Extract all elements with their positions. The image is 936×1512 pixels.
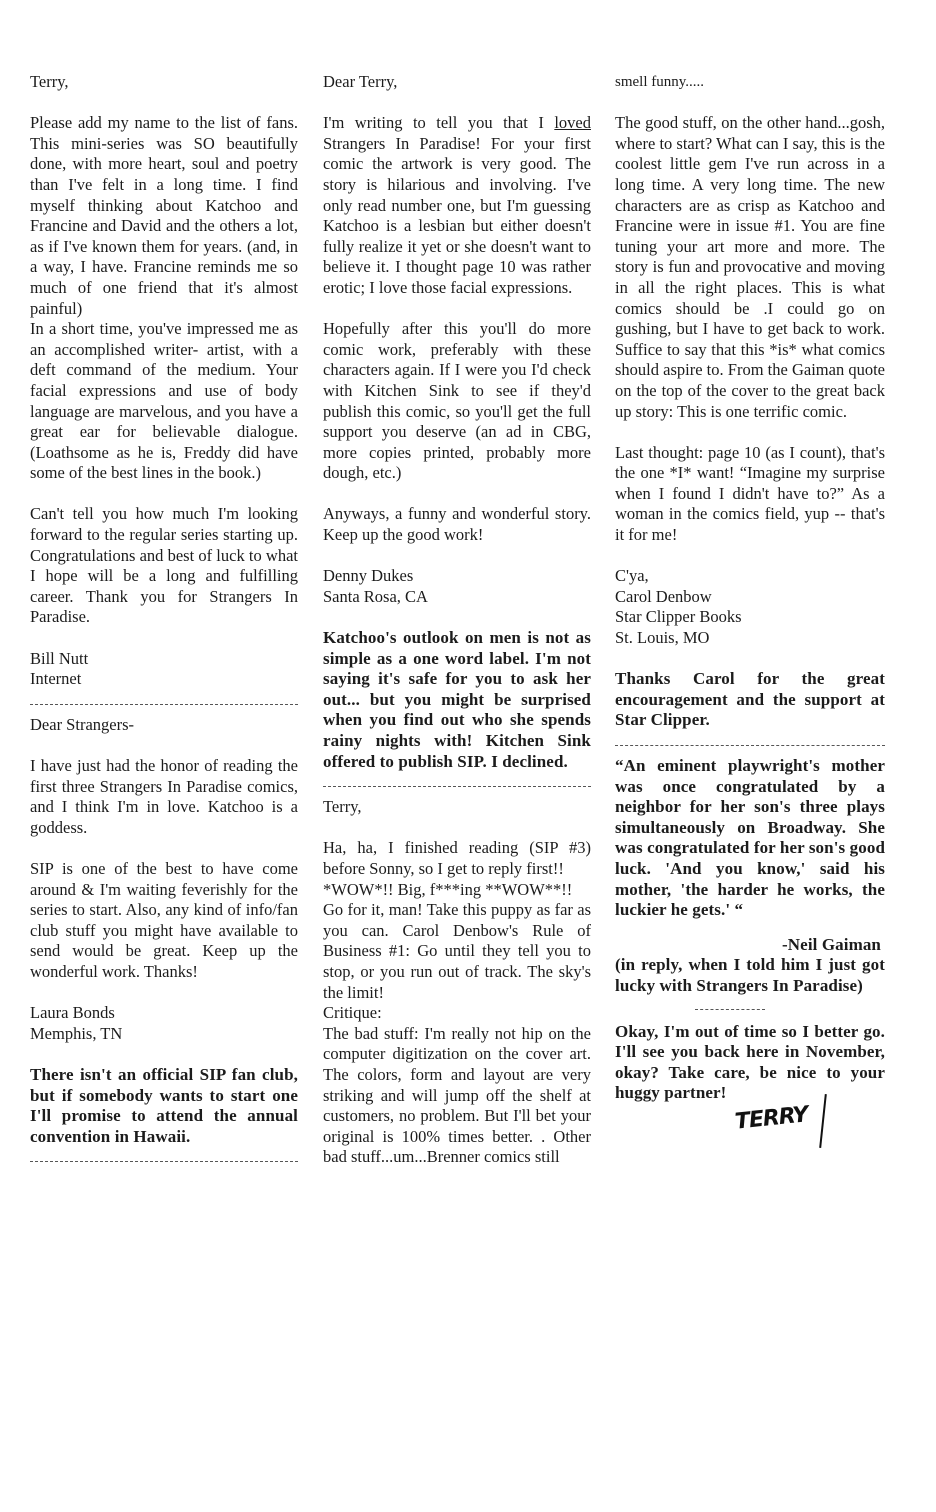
letter4-company: Star Clipper Books	[615, 607, 742, 627]
letter1-body-3: Can't tell you how much I'm looking forward to the regular series starting up. Congratulations and best of luck to what I hope will be a long and fulfilling career. Thank you for Strangers In Paradise.	[30, 504, 298, 627]
quote-note: (in reply, when I told him I just got lucky with Strangers In Paradise)	[615, 955, 885, 995]
column-middle	[323, 72, 591, 1168]
letter4-name: Carol Denbow	[615, 586, 712, 606]
letter3-salutation: Dear Terry,	[323, 72, 398, 91]
letter3-body-part: Strangers In Paradise! For your first comic the artwork is very good. The story is hilarious and involving. I've only read number one, but I'm guessing Katchoo is a lesbian but either doesn't fully realize it yet or she doesn't want to believe it. I thought page 10 was rather erotic; I love those facial expressions.	[323, 133, 591, 297]
divider	[323, 786, 591, 787]
letter3-body-3: Anyways, a funny and wonderful story. Keep up the good work!	[323, 504, 591, 545]
letter3-body-underlined: loved	[554, 113, 591, 133]
letter2-body-2: SIP is one of the best to have come around & I'm waiting feverishly for the series to start. Also, any kind of info/fan club stuff you might have available to send would be great. Keep up the wonderful work. Thanks!	[30, 858, 298, 981]
letter4-body: Ha, ha, I finished reading (SIP #3) before Sonny, so I get to reply first!!	[323, 838, 591, 878]
signature-terry: TERRY	[733, 1101, 809, 1135]
letter4-body-2: Go for it, man! Take this puppy as far as you can. Carol Denbow's Rule of Business #1: Go until they tell you to stop, or you run out of track. The sky's the limit!	[323, 900, 591, 1002]
letter1-name: Bill Nutt	[30, 648, 89, 668]
divider	[30, 704, 298, 705]
divider	[30, 1161, 298, 1162]
letter4-continued: smell funny.....	[615, 74, 705, 90]
letter4-body-5: Last thought: page 10 (as I count), that's the one *I* want! “Imagine my surprise when I found I didn't have to?” As a woman in the comics field, yup -- that's it for me!	[615, 442, 885, 545]
letter2-place: Memphis, TN	[30, 1023, 123, 1043]
letter4-reply: Thanks Carol for the great encouragement and the support at Star Clipper.	[615, 669, 885, 730]
quote-author: -Neil Gaiman	[782, 934, 881, 954]
letter3-reply: Katchoo's outlook on men is not as simple as a one word label. I'm not saying it's safe for you to ask her out... but you might be surprised when you find out who she spends rainy nights with! Kitchen Sink offered to publish SIP. I declined.	[323, 628, 591, 771]
letter1-body-2: In a short time, you've impressed me as an accomplished writer- artist, with a deft command of the medium. Your facial expressions and use of body language are marvelous, and you have a great ear for believable dialogue. (Loathsome as he is, Freddy did have some of the best lines in the book.)	[30, 319, 298, 483]
letter4-wow: *WOW*!! Big, f***ing **WOW**!!	[323, 879, 573, 899]
letter4-body-4: The good stuff, on the other hand...gosh, where to start? What can I say, this is the coolest little gem I've run across in a long time. A very long time. The new characters are as crisp as Katchoo and Francine were in issue #1. You are fine tuning your art more and more. The story is fun and provocative and moving in all the right places. This is what comics should be .I could go on gushing, but I have to get back to work. Suffice to say that this *is* what comics should aspire to. From the Gaiman quote on the top of the cover to the great back up story: This is one terrific comic.	[615, 113, 885, 421]
letter2-salutation: Dear Strangers-	[30, 714, 134, 734]
letter3-body	[323, 113, 591, 298]
divider-short	[695, 1009, 765, 1010]
column-left	[30, 72, 298, 1172]
letter2-reply: There isn't an official SIP fan club, but if somebody wants to start one I'll promise to attend the annual convention in Hawaii.	[30, 1064, 298, 1146]
letter4-place: St. Louis, MO	[615, 628, 710, 648]
divider	[615, 745, 885, 746]
letter3-name: Denny Dukes	[323, 566, 414, 586]
letter2-body: I have just had the honor of reading the first three Strangers In Paradise comics, and I think I'm in love. Katchoo is a goddess.	[30, 756, 298, 837]
letter1-salutation: Terry,	[30, 72, 69, 91]
letter1-place: Internet	[30, 669, 82, 689]
letter3-place: Santa Rosa, CA	[323, 586, 428, 606]
editor-signoff: Okay, I'm out of time so I better go. I'll see you back here in November, okay? Take care, be nice to your huggy partner!	[615, 1021, 885, 1103]
letter4-salutation: Terry,	[323, 797, 362, 817]
letter1-body: Please add my name to the list of fans. This mini-series was SO beautifully done, with more heart, soul and poetry than I've felt in a long time. I find myself thinking about Katchoo and Francine and David and the others a lot, as if I've known them for years. (and, in a way, I have. Francine reminds me so much of one friend that it's almost painful)	[30, 113, 298, 318]
letter4-closing: C'ya,	[615, 566, 649, 586]
signature-flourish	[819, 1094, 827, 1148]
letter4-body-3: The bad stuff: I'm really not hip on the computer digitization on the cover art. The colors, form and layout are very striking and will jump off the shelf at customers, no problem. But I'll bet your original is 100% times better. . Other bad stuff...um...Brenner comics still	[323, 1023, 591, 1167]
letter3-body-part: I'm writing to tell you that I	[323, 113, 555, 133]
column-right	[615, 72, 885, 1148]
letter2-name: Laura Bonds	[30, 1003, 115, 1023]
letter3-body-2: Hopefully after this you'll do more comic work, preferably with these characters again. If I were you I'd check with Kitchen Sink to see if they'd publish this comic, so you'll get the full support you deserve (an ad in CBG, more copies printed, probably more dough, etc.)	[323, 319, 591, 483]
letter4-critique: Critique:	[323, 1003, 382, 1023]
gaiman-quote: “An eminent playwright's mother was once congratulated by a neighbor for her son's three plays simultaneously on Broadway. She was congratulated for her son's good luck. 'And you know,' said his mother, 'the harder he works, the luckier he gets.' “	[615, 756, 885, 920]
